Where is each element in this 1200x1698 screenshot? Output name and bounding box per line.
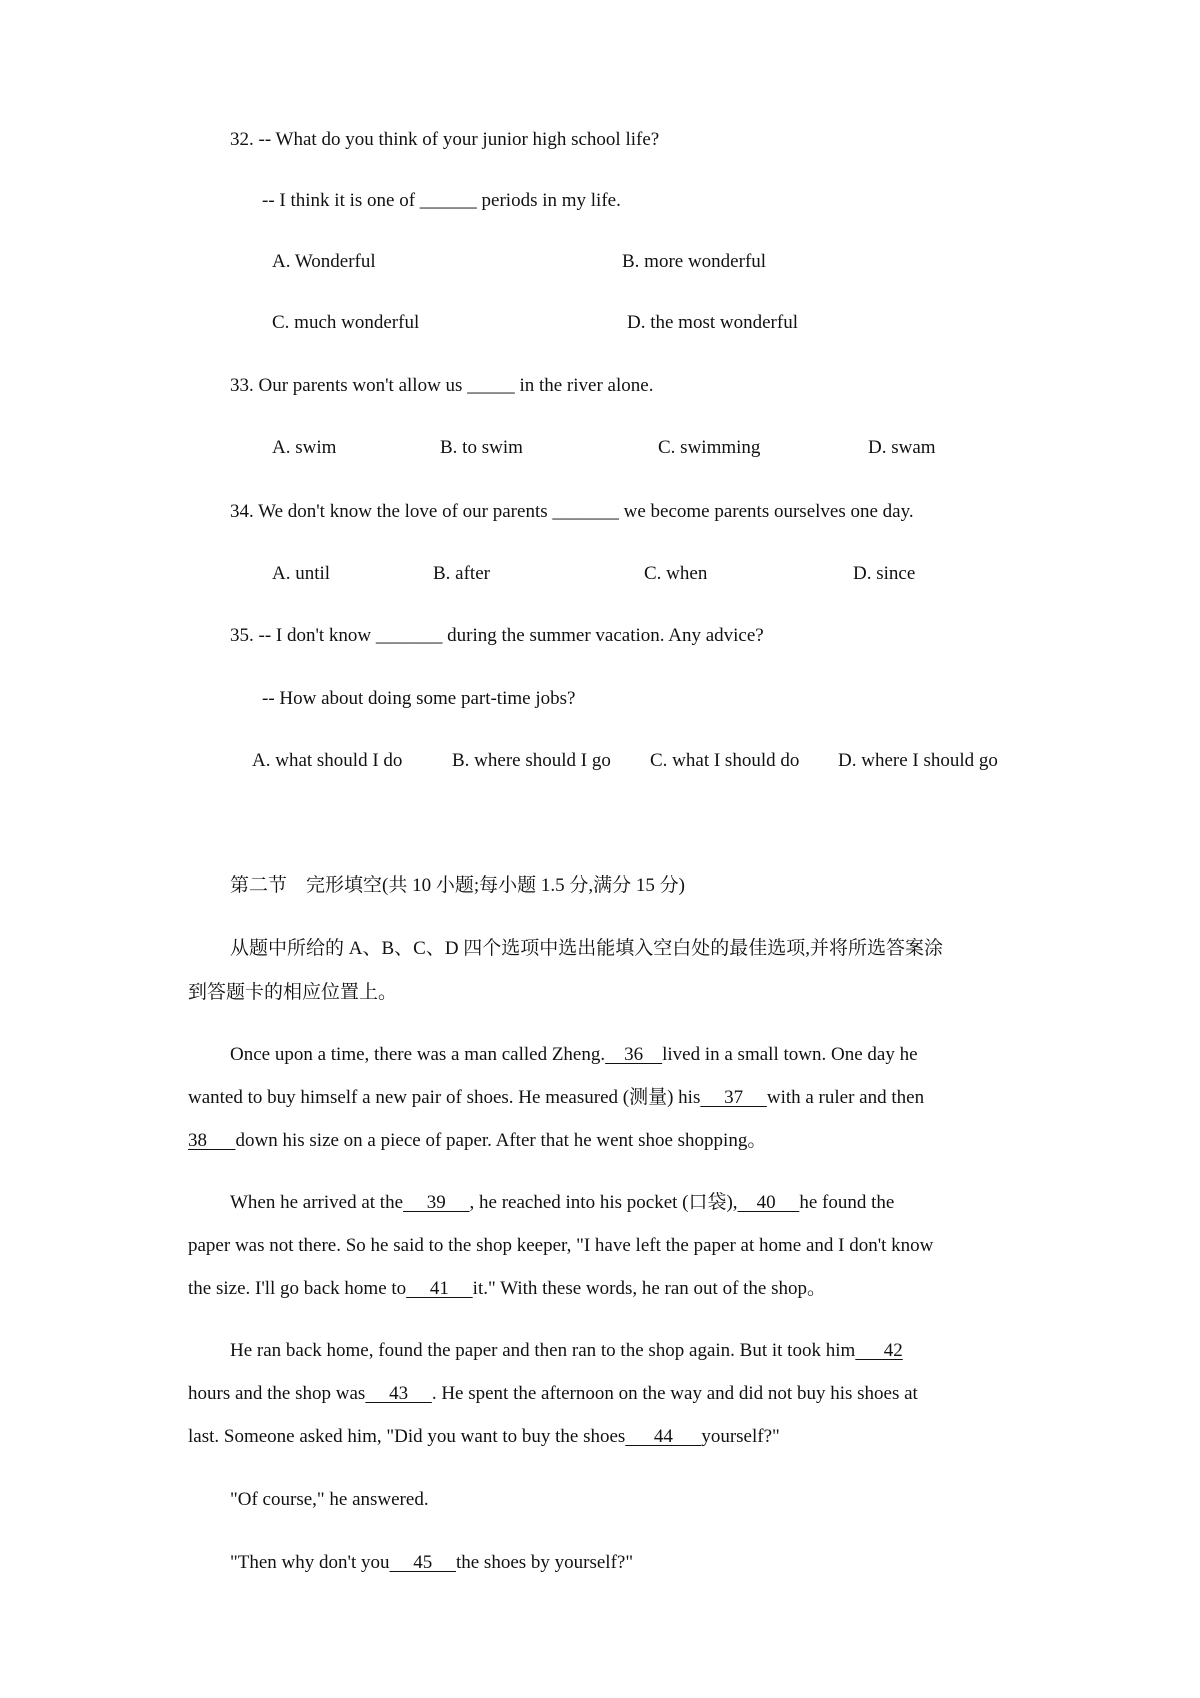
q33-stem: 33. Our parents won't allow us _____ in the river alone. [230, 375, 654, 396]
q32-option-c: C. much wonderful [272, 312, 420, 333]
q35-option-b: B. where should I go [452, 750, 611, 771]
blank-45: 45 [389, 1552, 456, 1573]
blank-41: 41 [406, 1278, 473, 1299]
passage-p1-line3: 38 down his size on a piece of paper. After that he went shoe shopping。 [188, 1130, 767, 1151]
section-instruction-line2: 到答题卡的相应位置上。 [188, 982, 398, 1003]
q34-option-c: C. when [644, 563, 708, 584]
q32-option-a: A. Wonderful [272, 251, 376, 272]
passage-p2-line3: the size. I'll go back home to 41 it." With these words, he ran out of the shop。 [188, 1278, 827, 1299]
q33-option-c: C. swimming [658, 437, 761, 458]
section-title: 第二节 完形填空(共 10 小题;每小题 1.5 分,满分 15 分) [230, 875, 685, 896]
blank-36: 36 [605, 1044, 663, 1065]
q32-reply: -- I think it is one of ______ periods in my life. [262, 190, 621, 211]
q33-option-b: B. to swim [440, 437, 523, 458]
passage-p3-line2: hours and the shop was 43 . He spent the afternoon on the way and did not buy his shoes at [188, 1383, 918, 1404]
q34-option-d: D. since [853, 563, 916, 584]
blank-43: 43 [365, 1383, 432, 1404]
q35-option-a: A. what should I do [252, 750, 403, 771]
passage-p5: "Then why don't you 45 the shoes by yourself?" [230, 1552, 634, 1573]
q33-option-d: D. swam [868, 437, 936, 458]
blank-39: 39 [403, 1192, 470, 1213]
passage-p3-line1: He ran back home, found the paper and then ran to the shop again. But it took him 42 [230, 1340, 903, 1361]
blank-37: 37 [700, 1087, 767, 1108]
q35-option-d: D. where I should go [838, 750, 998, 771]
q35-stem: 35. -- I don't know _______ during the summer vacation. Any advice? [230, 625, 764, 646]
blank-42: 42 [855, 1340, 903, 1361]
section-instruction-line1: 从题中所给的 A、B、C、D 四个选项中选出能填入空白处的最佳选项,并将所选答案涂 [230, 938, 944, 959]
passage-p1-line2: wanted to buy himself a new pair of shoes. He measured (测量) his 37 with a ruler and then [188, 1087, 925, 1108]
passage-p2-line2: paper was not there. So he said to the shop keeper, "I have left the paper at home and I don't know [188, 1235, 934, 1256]
q32-option-b: B. more wonderful [622, 251, 767, 272]
q34-option-b: B. after [433, 563, 490, 584]
q33-option-a: A. swim [272, 437, 337, 458]
q32-option-d: D. the most wonderful [627, 312, 798, 333]
blank-38: 38 [188, 1130, 236, 1151]
passage-p1-line1: Once upon a time, there was a man called Zheng. 36 lived in a small town. One day he [230, 1044, 918, 1065]
blank-44: 44 [625, 1426, 702, 1447]
q35-option-c: C. what I should do [650, 750, 800, 771]
passage-p3-line3: last. Someone asked him, "Did you want to buy the shoes 44 yourself?" [188, 1426, 780, 1447]
passage-p2-line1: When he arrived at the 39 , he reached into his pocket (口袋), 40 he found the [230, 1192, 895, 1213]
q34-stem: 34. We don't know the love of our parents _______ we become parents ourselves one day. [230, 501, 914, 522]
blank-40: 40 [737, 1192, 800, 1213]
q35-reply: -- How about doing some part-time jobs? [262, 688, 576, 709]
passage-p4: "Of course," he answered. [230, 1489, 429, 1510]
q32-stem: 32. -- What do you think of your junior high school life? [230, 129, 660, 150]
q34-option-a: A. until [272, 563, 331, 584]
